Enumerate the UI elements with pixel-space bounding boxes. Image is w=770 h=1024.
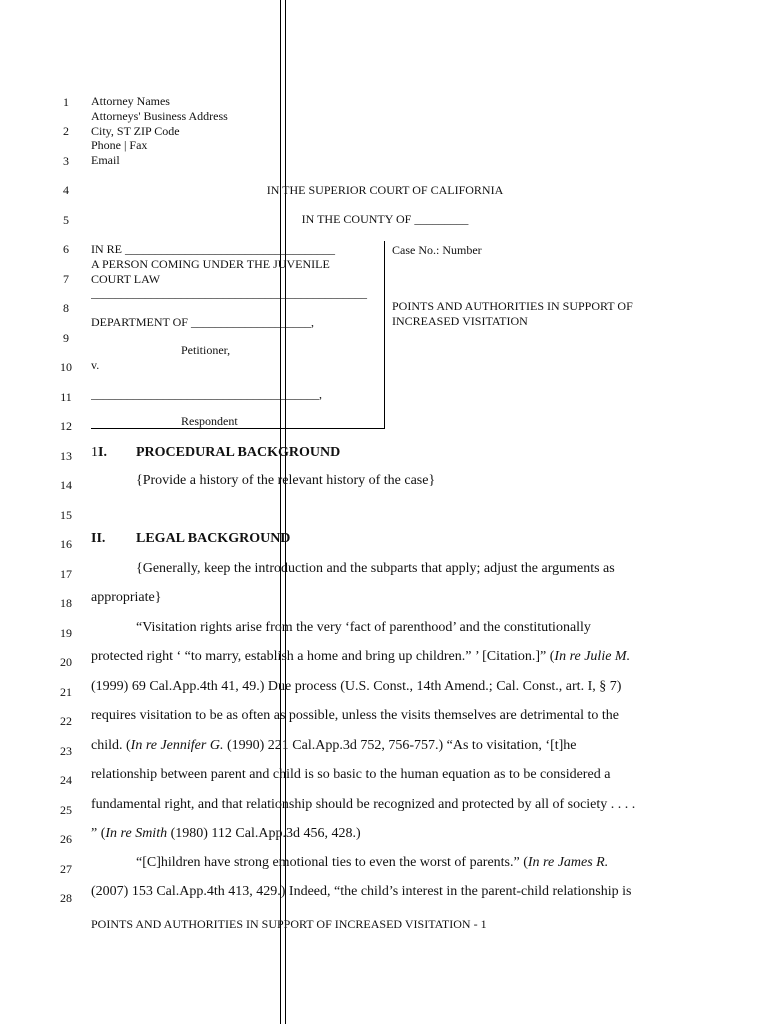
section-1-prefix-text: 1 [91, 445, 98, 460]
caption-respondent-label: Respondent [181, 414, 238, 428]
body-line [91, 649, 630, 665]
caption-department: DEPARTMENT OF ____________________, [91, 315, 314, 329]
body-text: “[C]hildren have strong emotional ties to even the worst of parents.” ( [136, 855, 528, 870]
body-text: (1990) 221 Cal.App.3d 752, 756-757.) “As to visitation, ‘[t]he [223, 738, 577, 753]
section-2-number: II. [91, 531, 106, 546]
court-county: IN THE COUNTY OF _________ [301, 212, 469, 226]
attorney-address: Attorneys' Business Address [91, 109, 228, 123]
attorney-city-state-zip: City, ST ZIP Code [91, 124, 180, 138]
line-number: 26 [60, 832, 72, 846]
document-title-line1: POINTS AND AUTHORITIES IN SUPPORT OF [392, 299, 633, 313]
body-line [91, 738, 577, 754]
body-line: fundamental right, and that relationship should be recognized and protected by all of society . . . . [91, 797, 636, 812]
line-number: 5 [63, 213, 69, 227]
section-1-number: I. [98, 445, 107, 460]
court-title: IN THE SUPERIOR COURT OF CALIFORNIA [266, 183, 504, 197]
line-number: 4 [63, 183, 69, 197]
line-number: 9 [63, 331, 69, 345]
caption-separator: ______________________________________________ [91, 286, 367, 300]
line-number: 25 [60, 803, 72, 817]
line-number: 27 [60, 862, 72, 876]
line-number: 22 [60, 714, 72, 728]
line-number: 16 [60, 537, 72, 551]
line-number: 24 [60, 773, 72, 787]
line-number: 7 [63, 272, 69, 286]
line-number: 6 [63, 242, 69, 256]
body-text: protected right ‘ “to marry, establish a home and bring up children.” ’ [Citation.]” ( [91, 649, 555, 664]
line-number: 15 [60, 508, 72, 522]
line-number: 10 [60, 360, 72, 374]
line-number: 20 [60, 655, 72, 669]
attorney-phone-fax: Phone | Fax [91, 138, 148, 152]
case-number: Case No.: Number [392, 243, 482, 257]
caption-person-line2: COURT LAW [91, 272, 161, 286]
page-footer: POINTS AND AUTHORITIES IN SUPPORT OF INCREASED VISITATION - 1 [91, 917, 487, 931]
caption-person-line1: A PERSON COMING UNDER THE JUVENILE [91, 257, 330, 271]
line-number: 8 [63, 301, 69, 315]
section-1-prefix [91, 445, 107, 461]
body-line: requires visitation to be as often as possible, unless the visits themselves are detrimental to the [91, 708, 619, 723]
document-title-line2: INCREASED VISITATION [392, 314, 528, 328]
line-number: 3 [63, 154, 69, 168]
caption-versus: v. [91, 358, 100, 372]
caption-respondent-blank: ______________________________________, [91, 387, 322, 401]
case-citation: In re Julie M. [554, 649, 631, 664]
caption-in-re: IN RE ___________________________________ [91, 242, 335, 256]
body-line: relationship between parent and child is so basic to the human equation as to be considered a [91, 767, 611, 782]
line-number: 21 [60, 685, 72, 699]
body-line: appropriate} [91, 590, 162, 605]
body-line [91, 826, 361, 842]
line-number: 11 [60, 390, 72, 404]
case-citation: In re James R. [527, 855, 609, 870]
line-number: 23 [60, 744, 72, 758]
section-1-body: {Provide a history of the relevant history of the case} [136, 473, 436, 488]
line-number: 13 [60, 449, 72, 463]
body-text: child. ( [91, 738, 131, 753]
line-number: 1 [63, 95, 69, 109]
attorney-names: Attorney Names [91, 94, 170, 108]
caption-petitioner-label: Petitioner, [181, 343, 231, 357]
section-1-heading: PROCEDURAL BACKGROUND [136, 445, 341, 460]
body-line [136, 855, 608, 871]
body-line: {Generally, keep the introduction and the subparts that apply; adjust the arguments as [136, 561, 615, 576]
body-line: (1999) 69 Cal.App.4th 41, 49.) Due process (U.S. Const., 14th Amend.; Cal. Const., art. I, § 7) [91, 679, 622, 694]
case-citation: In re Jennifer G. [130, 738, 224, 753]
attorney-email: Email [91, 153, 120, 167]
body-line: (2007) 153 Cal.App.4th 413, 429.) Indeed, “the child’s interest in the parent-child relationship is [91, 884, 632, 899]
body-text: (1980) 112 Cal.App.3d 456, 428.) [167, 826, 361, 841]
caption-divider-horizontal [91, 428, 385, 429]
line-number: 12 [60, 419, 72, 433]
caption-divider-vertical [384, 241, 385, 429]
case-citation: In re Smith [105, 826, 168, 841]
line-number: 18 [60, 596, 72, 610]
line-number: 28 [60, 891, 72, 905]
line-number: 19 [60, 626, 72, 640]
line-number: 14 [60, 478, 72, 492]
body-text: ” ( [91, 826, 106, 841]
line-number: 2 [63, 124, 69, 138]
body-line: “Visitation rights arise from the very ‘fact of parenthood’ and the constitutionally [136, 620, 591, 635]
section-2-heading: LEGAL BACKGROUND [136, 531, 291, 546]
line-number: 17 [60, 567, 72, 581]
